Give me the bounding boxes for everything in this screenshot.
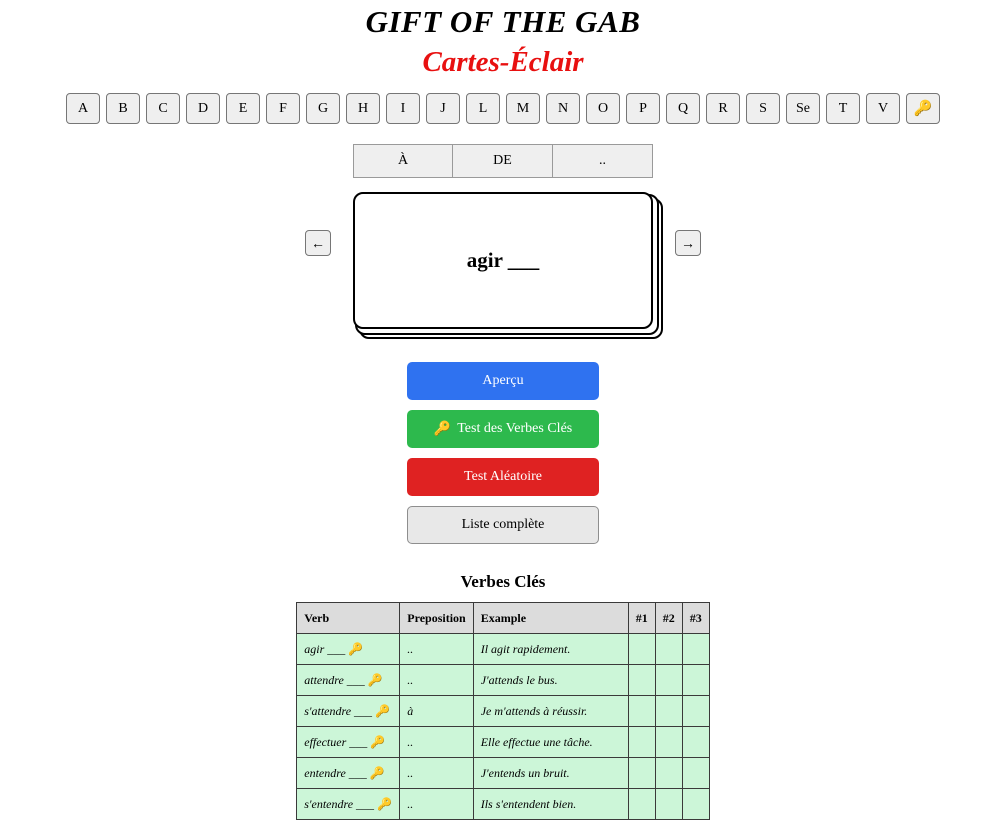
column-header-n3: #3 xyxy=(682,603,709,634)
cell-n2 xyxy=(655,758,682,789)
next-card-button[interactable]: → xyxy=(675,230,701,256)
cell-preposition: .. xyxy=(400,789,473,820)
table-header-row xyxy=(297,603,709,634)
cell-preposition: .. xyxy=(400,758,473,789)
alpha-button-a[interactable]: A xyxy=(66,93,100,124)
alpha-button-q[interactable]: Q xyxy=(666,93,700,124)
column-header-n1: #1 xyxy=(628,603,655,634)
verb-text: entendre ___ xyxy=(304,765,367,780)
cell-preposition: .. xyxy=(400,665,473,696)
cell-n1 xyxy=(628,665,655,696)
column-header-n2: #2 xyxy=(655,603,682,634)
page-subtitle: Cartes-Éclair xyxy=(422,46,584,78)
alpha-button-v[interactable]: V xyxy=(866,93,900,124)
flashcard-stack xyxy=(311,192,695,329)
full-list-button[interactable]: Liste complète xyxy=(407,506,599,544)
alpha-button-i[interactable]: I xyxy=(386,93,420,124)
verb-text: attendre ___ xyxy=(304,672,365,687)
alpha-button-r[interactable]: R xyxy=(706,93,740,124)
cell-preposition: .. xyxy=(400,727,473,758)
cell-verb xyxy=(297,696,400,727)
verb-text: effectuer ___ xyxy=(304,734,368,749)
table-row[interactable] xyxy=(297,758,709,789)
table-row[interactable] xyxy=(297,727,709,758)
table-row[interactable] xyxy=(297,696,709,727)
alpha-button-se[interactable]: Se xyxy=(786,93,820,124)
alpha-button-o[interactable]: O xyxy=(586,93,620,124)
cell-example: Ils s'entendent bien. xyxy=(473,789,628,820)
key-icon: 🔑 xyxy=(375,703,390,718)
cell-verb xyxy=(297,727,400,758)
preposition-button-none[interactable]: .. xyxy=(553,144,653,178)
cell-n2 xyxy=(655,634,682,665)
cell-n3 xyxy=(682,634,709,665)
preposition-button-de[interactable]: DE xyxy=(453,144,553,178)
key-icon: 🔑 xyxy=(369,765,385,780)
cell-n1 xyxy=(628,727,655,758)
verbs-table xyxy=(296,602,709,820)
alpha-button-c[interactable]: C xyxy=(146,93,180,124)
cell-n2 xyxy=(655,727,682,758)
cell-example: Elle effectue une tâche. xyxy=(473,727,628,758)
cell-n1 xyxy=(628,696,655,727)
cell-n1 xyxy=(628,634,655,665)
key-icon: 🔑 xyxy=(370,734,386,749)
previous-card-button[interactable]: ← xyxy=(305,230,331,256)
table-row[interactable] xyxy=(297,789,709,820)
key-icon: 🔑 xyxy=(377,796,392,811)
cell-n2 xyxy=(655,665,682,696)
cell-verb xyxy=(297,665,400,696)
verb-text: agir ___ xyxy=(304,641,346,656)
verb-text: s'entendre ___ xyxy=(304,796,375,811)
alpha-button-h[interactable]: H xyxy=(346,93,380,124)
cell-preposition: .. xyxy=(400,634,473,665)
cell-n1 xyxy=(628,758,655,789)
cell-n1 xyxy=(628,789,655,820)
column-header-example: Example xyxy=(473,603,628,634)
cell-n2 xyxy=(655,789,682,820)
alpha-button-e[interactable]: E xyxy=(226,93,260,124)
cell-verb xyxy=(297,789,400,820)
action-button-group xyxy=(0,362,1006,544)
cell-preposition: à xyxy=(400,696,473,727)
key-verbs-test-button[interactable] xyxy=(407,410,599,448)
flashcard[interactable]: agir ___ xyxy=(353,192,653,329)
cell-verb xyxy=(297,758,400,789)
table-row[interactable] xyxy=(297,634,709,665)
cell-example: J'attends le bus. xyxy=(473,665,628,696)
cell-n3 xyxy=(682,665,709,696)
column-header-preposition: Preposition xyxy=(400,603,473,634)
cell-example: J'entends un bruit. xyxy=(473,758,628,789)
key-icon: 🔑 xyxy=(367,672,383,687)
alpha-button-j[interactable]: J xyxy=(426,93,460,124)
alpha-button-l[interactable]: L xyxy=(466,93,500,124)
cell-example: Il agit rapidement. xyxy=(473,634,628,665)
alpha-button-m[interactable]: M xyxy=(506,93,540,124)
preposition-filter-row xyxy=(0,144,1006,178)
cell-n3 xyxy=(682,758,709,789)
cell-example: Je m'attends à réussir. xyxy=(473,696,628,727)
cell-n2 xyxy=(655,696,682,727)
random-test-button[interactable]: Test Aléatoire xyxy=(407,458,599,496)
cell-n3 xyxy=(682,696,709,727)
alpha-button-s[interactable]: S xyxy=(746,93,780,124)
preposition-button-a[interactable]: À xyxy=(353,144,453,178)
verb-text: s'attendre ___ xyxy=(304,703,373,718)
preview-button[interactable]: Aperçu xyxy=(407,362,599,400)
flashcard-area xyxy=(0,192,1006,352)
alpha-button-f[interactable]: F xyxy=(266,93,300,124)
alpha-button-d[interactable]: D xyxy=(186,93,220,124)
alpha-button-g[interactable]: G xyxy=(306,93,340,124)
cell-n3 xyxy=(682,789,709,820)
key-icon: 🔑 xyxy=(433,421,452,437)
page-title: GIFT OF THE GAB xyxy=(365,4,641,39)
alpha-button-t[interactable]: T xyxy=(826,93,860,124)
column-header-verb: Verb xyxy=(297,603,400,634)
table-row[interactable] xyxy=(297,665,709,696)
flashcard-app-page xyxy=(0,4,1006,820)
cell-verb xyxy=(297,634,400,665)
table-title: Verbes Clés xyxy=(460,572,546,591)
key-icon: 🔑 xyxy=(348,641,364,656)
key-verbs-test-label: Test des Verbes Clés xyxy=(457,421,573,436)
alpha-button-n[interactable]: N xyxy=(546,93,580,124)
verbs-table-wrapper xyxy=(0,602,1006,820)
alphabet-filter-bar xyxy=(0,93,1006,124)
alpha-button-p[interactable]: P xyxy=(626,93,660,124)
cell-n3 xyxy=(682,727,709,758)
key-icon[interactable]: 🔑 xyxy=(906,93,940,124)
alpha-button-b[interactable]: B xyxy=(106,93,140,124)
